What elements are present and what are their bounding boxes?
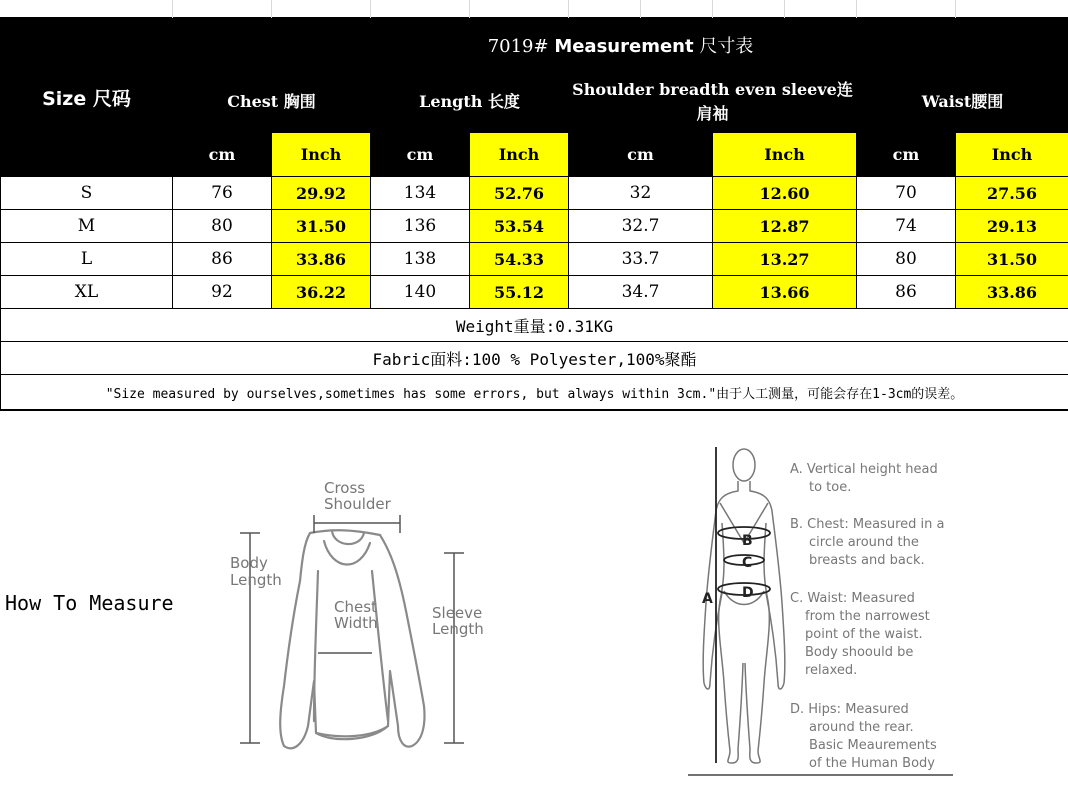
length-cm-cell: 136: [371, 210, 470, 243]
waist-header: Waist腰围: [857, 72, 1068, 133]
human-body-diagram: [688, 433, 960, 785]
marker-b: B: [742, 533, 753, 549]
note-b-line3: breasts and back.: [809, 553, 925, 568]
chest-header: Chest 胸围: [173, 72, 371, 133]
how-to-measure-label: How To Measure: [5, 591, 174, 615]
sleeve-length-label: Length: [432, 620, 484, 638]
waist-cm-cell: 80: [857, 243, 956, 276]
waist-inch-cell: 31.50: [956, 243, 1068, 276]
chest-cm-cell: 92: [173, 276, 272, 309]
marker-a: A: [702, 591, 713, 607]
table-title: [173, 19, 1068, 72]
unit-inch: Inch: [713, 133, 857, 177]
table-row: [1, 243, 1068, 276]
note-d-line2: around the rear.: [809, 720, 914, 735]
shoulder-inch-cell: 13.27: [713, 243, 857, 276]
unit-inch: Inch: [272, 133, 371, 177]
grid-line: [712, 0, 713, 18]
note-a-line1: A. Vertical height head: [790, 462, 938, 477]
length-cm-cell: 138: [371, 243, 470, 276]
marker-d: D: [742, 585, 754, 601]
note-b-line1: B. Chest: Measured in a: [790, 517, 945, 532]
marker-c: C: [742, 555, 753, 571]
unit-cm: cm: [569, 133, 713, 177]
length-cm-cell: 134: [371, 177, 470, 210]
unit-inch: Inch: [470, 133, 569, 177]
note-c-line4: Body shoould be: [805, 645, 914, 660]
chest-cm-cell: 80: [173, 210, 272, 243]
shoulder-cm-cell: 32: [569, 177, 713, 210]
size-cell: S: [1, 177, 173, 210]
top-grid-strip: [0, 0, 1068, 18]
grid-line: [640, 0, 641, 18]
note-d-line1: D. Hips: Measured: [790, 702, 909, 717]
waist-cm-cell: 74: [857, 210, 956, 243]
chest-inch-cell: 36.22: [272, 276, 371, 309]
title-word: Measurement: [554, 36, 694, 57]
sleeve-label: Sleeve: [432, 604, 483, 622]
unit-cm: cm: [173, 133, 272, 177]
grid-line: [955, 0, 956, 18]
sweater-diagram: [222, 471, 492, 771]
note-c-line1: C. Waist: Measured: [790, 591, 915, 606]
grid-line: [784, 0, 785, 18]
width-label: Width: [334, 614, 378, 632]
note-c-line5: relaxed.: [805, 663, 858, 678]
table-row: [1, 210, 1068, 243]
body-label: Body: [230, 554, 268, 572]
size-cell: XL: [1, 276, 173, 309]
grid-line: [370, 0, 371, 18]
unit-cm: cm: [371, 133, 470, 177]
body-length-label: Length: [230, 571, 282, 589]
shoulder-inch-cell: 12.60: [713, 177, 857, 210]
chest-label: Chest: [334, 598, 377, 616]
size-cell: M: [1, 210, 173, 243]
length-inch-cell: 53.54: [470, 210, 569, 243]
size-cell: L: [1, 243, 173, 276]
shoulder-cm-cell: 33.7: [569, 243, 713, 276]
length-inch-cell: 54.33: [470, 243, 569, 276]
unit-cm: cm: [857, 133, 956, 177]
chest-cm-cell: 86: [173, 243, 272, 276]
note-d-line4: of the Human Body: [809, 756, 935, 771]
length-cm-cell: 140: [371, 276, 470, 309]
weight-info: Weight重量:0.31KG: [1, 309, 1068, 342]
fabric-info: Fabric面料:100 % Polyester,100%聚酯: [1, 342, 1068, 375]
waist-inch-cell: 29.13: [956, 210, 1068, 243]
title-number: 7019#: [487, 36, 549, 57]
shoulder-cm-cell: 32.7: [569, 210, 713, 243]
size-column-header: Size 尺码: [1, 19, 173, 177]
waist-inch-cell: 27.56: [956, 177, 1068, 210]
grid-line: [172, 0, 173, 18]
shoulder-inch-cell: 12.87: [713, 210, 857, 243]
note-b-line2: circle around the: [809, 535, 919, 550]
table-row: [1, 177, 1068, 210]
sweater-illustration: [280, 530, 424, 748]
grid-line: [568, 0, 569, 18]
note-d-line3: Basic Meaurements: [809, 738, 937, 753]
waist-inch-cell: 33.86: [956, 276, 1068, 309]
grid-line: [856, 0, 857, 18]
length-inch-cell: 55.12: [470, 276, 569, 309]
note-c-line2: from the narrowest: [805, 609, 930, 624]
table-row: [1, 276, 1068, 309]
chest-cm-cell: 76: [173, 177, 272, 210]
measurement-note: "Size measured by ourselves,sometimes has some errors, but always within 3cm."由于人工测量，可能会存在1-3cm的误差。: [1, 375, 1068, 410]
shoulder-inch-cell: 13.66: [713, 276, 857, 309]
waist-cm-cell: 86: [857, 276, 956, 309]
chest-inch-cell: 31.50: [272, 210, 371, 243]
chest-inch-cell: 29.92: [272, 177, 371, 210]
length-header: Length 长度: [371, 72, 569, 133]
title-zh: 尺寸表: [699, 36, 754, 57]
note-a-line2: to toe.: [809, 480, 852, 495]
size-chart-table: [0, 18, 1068, 410]
how-to-measure-section: [0, 410, 1068, 790]
unit-inch: Inch: [956, 133, 1068, 177]
waist-cm-cell: 70: [857, 177, 956, 210]
shoulder-header: Shoulder breadth even sleeve连肩袖: [569, 72, 857, 133]
note-c-line3: point of the waist.: [805, 627, 923, 642]
grid-line: [271, 0, 272, 18]
shoulder-label: Shoulder: [324, 495, 391, 513]
chest-inch-cell: 33.86: [272, 243, 371, 276]
cross-label: Cross: [324, 479, 366, 497]
length-inch-cell: 52.76: [470, 177, 569, 210]
shoulder-cm-cell: 34.7: [569, 276, 713, 309]
grid-line: [469, 0, 470, 18]
